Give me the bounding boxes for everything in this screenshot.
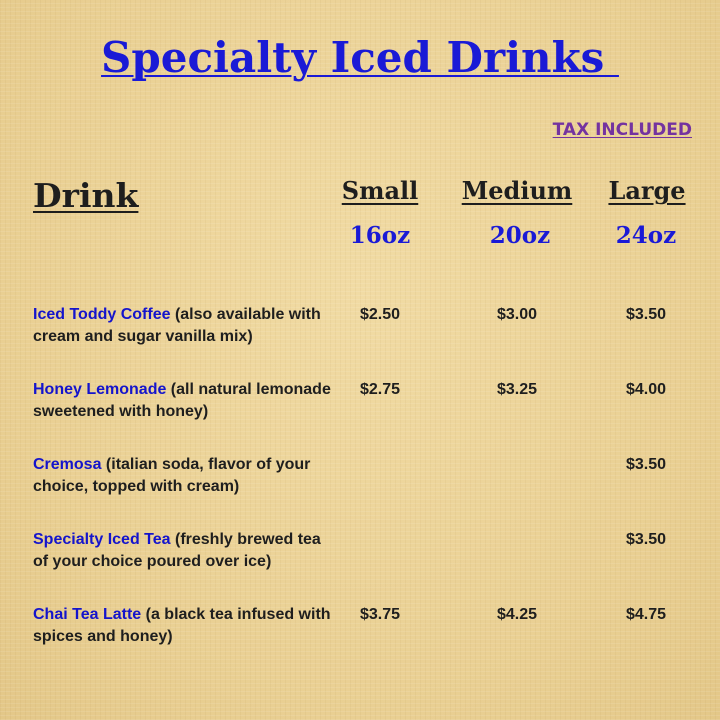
price-large: $3.50 (625, 456, 667, 473)
price-small: $2.75 (359, 381, 401, 398)
item-details: (also available with cream and sugar vanilla mix) (33, 306, 321, 345)
item-description (33, 379, 333, 422)
page-title (0, 30, 720, 86)
large-size-label: 24oz (615, 222, 677, 249)
item-name: Honey Lemonade (33, 381, 167, 398)
item-name: Specialty Iced Tea (33, 531, 171, 548)
price-small: $3.75 (359, 606, 401, 623)
item-details: (italian soda, flavor of your choice, topped with cream) (33, 456, 311, 495)
price-large: $3.50 (625, 306, 667, 323)
large-column-header: Large (608, 176, 686, 205)
price-small: $2.50 (359, 306, 401, 323)
price-medium: $4.25 (496, 606, 538, 623)
item-name: Cremosa (33, 456, 102, 473)
page-title-text: Specialty Iced Drinks (101, 33, 619, 82)
small-size-label: 16oz (349, 222, 411, 249)
item-description (33, 604, 333, 647)
small-column-header: Small (341, 176, 419, 205)
item-name: Iced Toddy Coffee (33, 306, 171, 323)
price-large: $4.75 (625, 606, 667, 623)
item-details: (a black tea infused with spices and honey) (33, 606, 331, 645)
tax-included-note: TAX INCLUDED (552, 120, 692, 140)
price-large: $4.00 (625, 381, 667, 398)
item-description (33, 454, 333, 497)
price-medium: $3.00 (496, 306, 538, 323)
medium-column-header: Medium (461, 176, 573, 205)
item-description (33, 304, 333, 347)
item-details: (all natural lemonade sweetened with honey) (33, 381, 331, 420)
item-name: Chai Tea Latte (33, 606, 142, 623)
price-medium: $3.25 (496, 381, 538, 398)
item-details: (freshly brewed tea of your choice poured over ice) (33, 531, 321, 570)
drink-column-header: Drink (33, 176, 139, 215)
medium-size-label: 20oz (489, 222, 551, 249)
item-description (33, 529, 333, 572)
price-large: $3.50 (625, 531, 667, 548)
